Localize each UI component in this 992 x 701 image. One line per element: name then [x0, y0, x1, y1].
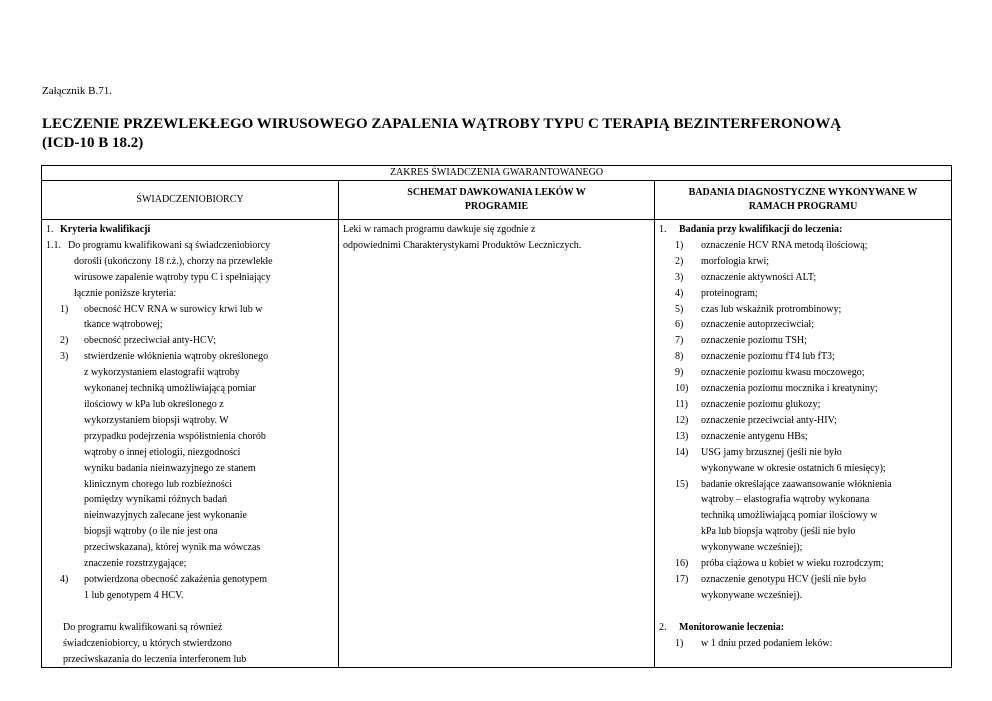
list-item — [659, 302, 947, 318]
item-text — [84, 349, 334, 572]
item-line: pomiędzy wynikami różnych badań — [84, 494, 228, 506]
list-item — [659, 445, 947, 477]
annex-label: Załącznik B.71. — [42, 85, 112, 97]
item-line: oznaczenie poziomu glukozy; — [701, 398, 821, 410]
list-item — [46, 333, 334, 349]
list-item — [659, 397, 947, 413]
item-text — [701, 238, 947, 254]
list-item — [659, 349, 947, 365]
item-line: wykonywane wcześniej); — [701, 542, 803, 554]
item-line: proteinogram; — [701, 287, 758, 299]
item-line: ilościowy w kPa lub określonego z — [84, 398, 224, 410]
list-item — [659, 572, 947, 604]
subsection-line: dorośli (ukończony 18 r.ż.), chorzy na przewlekłe — [74, 255, 273, 267]
section-title: Monitorowanie leczenia: — [679, 621, 785, 633]
section-number: 1. — [659, 224, 667, 235]
diagnostics-section — [655, 220, 951, 652]
item-number: 7) — [675, 335, 684, 347]
list-item — [659, 286, 947, 302]
document-title — [42, 115, 952, 153]
item-line: biopsji wątroby (o ile nie jest ona — [84, 526, 218, 538]
list-item — [659, 333, 947, 349]
item-line: próba ciążowa u kobiet w wieku rozrodczym; — [701, 558, 884, 570]
item-line: potwierdzona obecność zakażenia genotypem — [84, 573, 267, 585]
item-text — [701, 349, 947, 365]
col1-header: ŚWIADCZENIOBIORCY — [42, 181, 339, 220]
item-line: oznaczenie poziomu TSH; — [701, 335, 807, 347]
col2-header — [339, 181, 655, 220]
item-number: 8) — [675, 351, 684, 363]
criteria-list — [46, 302, 334, 604]
item-number: 15) — [675, 478, 689, 490]
subsection-number: 1.1. — [46, 239, 61, 251]
item-line: 1 lub genotypem 4 HCV. — [84, 589, 184, 601]
item-line: stwierdzenie włóknienia wątroby określonego — [84, 351, 269, 363]
title-line-2: (ICD-10 B 18.2) — [42, 135, 144, 151]
program-table — [41, 165, 952, 668]
section-number: 1. — [46, 224, 54, 235]
item-line: oznaczenie genotypu HCV (jeśli nie było — [701, 573, 867, 585]
paragraph-line: przeciwskazania do leczenia interferonem lub — [63, 653, 247, 665]
item-number: 14) — [675, 446, 689, 458]
item-number: 16) — [675, 558, 689, 570]
item-line: oznaczenie aktywności ALT; — [701, 271, 817, 283]
item-line: czas lub wskaźnik protrombinowy; — [701, 303, 842, 315]
item-text — [701, 302, 947, 318]
item-text — [701, 270, 947, 286]
list-item — [659, 477, 947, 557]
item-line: obecność przeciwciał anty-HCV; — [84, 335, 216, 347]
item-line: w 1 dniu przed podaniem leków: — [701, 637, 833, 649]
item-line: techniką umożliwiającą pomiar ilościowy w — [701, 510, 878, 522]
col2-header-line2: PROGRAMIE — [464, 201, 529, 212]
item-number: 1) — [675, 637, 684, 649]
item-number: 2) — [60, 335, 69, 347]
item-line: nieinwazyjnych zalecane jest wykonanie — [84, 510, 247, 522]
item-text — [84, 333, 334, 349]
item-number: 3) — [675, 271, 684, 283]
item-text — [701, 429, 947, 445]
item-number: 12) — [675, 414, 689, 426]
item-line: wykonanej techniką umożliwiającą pomiar — [84, 383, 256, 395]
section-title: Badania przy kwalifikacji do leczenia: — [679, 224, 843, 235]
item-line: wykonywane wcześniej). — [701, 589, 803, 601]
item-line: oznaczenie poziomu kwasu moczowego; — [701, 367, 865, 379]
qualification-tests-list — [659, 238, 947, 604]
item-line: kPa lub biopsja wątroby (jeśli nie było — [701, 526, 856, 538]
item-text — [701, 477, 947, 557]
item-text — [701, 254, 947, 270]
dosing-text — [339, 220, 654, 254]
scope-header: ZAKRES ŚWIADCZENIA GWARANTOWANEGO — [42, 166, 952, 181]
col3-header — [655, 181, 952, 220]
paragraph-line: świadczeniobiorcy, u których stwierdzono — [63, 637, 232, 649]
item-text — [701, 317, 947, 333]
subsection-line: łącznie poniższe kryteria: — [74, 287, 177, 299]
item-number: 13) — [675, 430, 689, 442]
item-line: wątroby o innej etiologii, niezgodności — [84, 446, 241, 458]
eligibility-section — [42, 220, 338, 667]
subsection-line: wirusowe zapalenie wątroby typu C i spełniający — [74, 271, 271, 283]
subsection-text — [68, 238, 273, 302]
item-line: wyniku badania nieinwazyjnego ze stanem — [84, 462, 256, 474]
list-item — [659, 429, 947, 445]
list-item — [659, 270, 947, 286]
item-line: klinicznym chorego lub rozbieżności — [84, 478, 233, 490]
list-item — [659, 238, 947, 254]
item-line: wykorzystaniem biopsji wątroby. W — [84, 414, 229, 426]
col2-cell — [339, 220, 655, 668]
list-item — [659, 254, 947, 270]
monitoring-tests-list — [659, 636, 947, 652]
item-line: oznaczenie HCV RNA metodą ilościową; — [701, 239, 868, 251]
item-text — [701, 413, 947, 429]
item-line: tkance wątrobowej; — [84, 319, 163, 331]
item-line: znaczenie rozstrzygające; — [84, 558, 187, 570]
item-number: 4) — [60, 573, 69, 585]
item-text — [701, 286, 947, 302]
item-number: 1) — [60, 303, 69, 315]
list-item — [659, 413, 947, 429]
item-line: badanie określające zaawansowanie włóknienia — [701, 478, 892, 490]
item-line: oznaczenie poziomu fT4 lub fT3; — [701, 351, 835, 363]
list-item — [659, 365, 947, 381]
item-number: 9) — [675, 367, 684, 379]
list-item — [659, 317, 947, 333]
col3-header-line2: RAMACH PROGRAMU — [748, 201, 858, 212]
item-text — [701, 445, 947, 477]
item-line: USG jamy brzusznej (jeśli nie było — [701, 446, 842, 458]
dosing-line: odpowiednimi Charakterystykami Produktów Leczniczych. — [343, 239, 582, 251]
item-line: morfologia krwi; — [701, 255, 770, 267]
item-number: 6) — [675, 319, 684, 331]
item-text — [701, 365, 947, 381]
dosing-line: Leki w ramach programu dawkuje się zgodnie z — [343, 224, 536, 235]
list-item — [659, 556, 947, 572]
item-number: 2) — [675, 255, 684, 267]
item-line: oznaczenia poziomu mocznika i kreatyniny; — [701, 383, 878, 395]
item-line: oznaczenie antygenu HBs; — [701, 430, 808, 442]
item-line: oznaczenie przeciwciał anty-HIV; — [701, 414, 837, 426]
item-line: przeciwskazana), której wynik ma wówczas — [84, 542, 261, 554]
list-item — [659, 636, 947, 652]
item-text — [701, 636, 947, 652]
section-number: 2. — [659, 621, 667, 633]
paragraph-line: Do programu kwalifikowani są również — [63, 621, 223, 633]
item-number: 11) — [675, 398, 688, 410]
subsection-line: Do programu kwalifikowani są świadczeniobiorcy — [68, 239, 271, 251]
item-number: 4) — [675, 287, 684, 299]
col1-cell — [42, 220, 339, 668]
item-line: przypadku podejrzenia współistnienia chorób — [84, 430, 266, 442]
item-number: 3) — [60, 351, 69, 363]
item-number: 1) — [675, 239, 684, 251]
item-text — [701, 572, 947, 604]
list-item — [46, 302, 334, 334]
item-line: wątroby – elastografia wątroby wykonana — [701, 494, 870, 506]
item-number: 5) — [675, 303, 684, 315]
item-line: z wykorzystaniem elastografii wątroby — [84, 367, 240, 379]
item-text — [84, 302, 334, 334]
item-text — [84, 572, 334, 604]
section-title: Kryteria kwalifikacji — [60, 224, 151, 235]
col3-cell — [655, 220, 952, 668]
item-text — [701, 397, 947, 413]
title-line-1: LECZENIE PRZEWLEKŁEGO WIRUSOWEGO ZAPALENIA WĄTROBY TYPU C TERAPIĄ BEZINTERFERONOWĄ — [42, 116, 842, 132]
item-number: 17) — [675, 573, 689, 585]
col2-header-line1: SCHEMAT DAWKOWANIA LEKÓW W — [407, 187, 586, 198]
item-text — [701, 556, 947, 572]
list-item — [659, 381, 947, 397]
item-text — [701, 333, 947, 349]
additional-paragraph — [46, 620, 334, 668]
item-text — [701, 381, 947, 397]
item-line: wykonywane w okresie ostatnich 6 miesięcy); — [701, 462, 886, 474]
item-line: obecność HCV RNA w surowicy krwi lub w — [84, 303, 263, 315]
item-number: 10) — [675, 383, 689, 395]
item-line: oznaczenie autoprzeciwciał; — [701, 319, 814, 331]
list-item — [46, 349, 334, 572]
col3-header-line1: BADANIA DIAGNOSTYCZNE WYKONYWANE W — [688, 187, 918, 198]
list-item — [46, 572, 334, 604]
